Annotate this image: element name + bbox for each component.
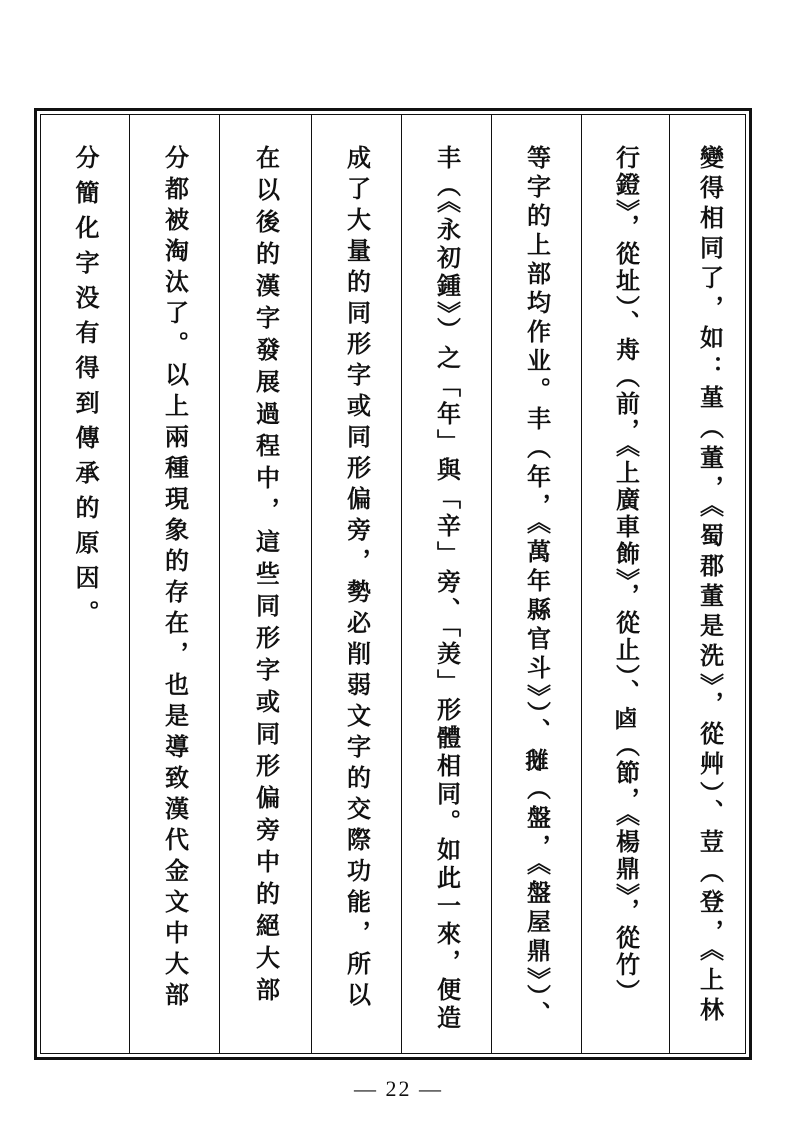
column-text: 丰（《永初鍾》）之「年」與「辛」旁、「羙」形體相同。如此一來，便造 [432,145,462,1033]
text-column-5 [311,115,401,1053]
column-text: 在以後的漢字發展過程中，這些同形字或同形偏旁中的絕大部 [251,145,281,1009]
text-column-2 [581,115,669,1053]
text-frame-inner [40,114,746,1054]
text-column-7 [129,115,219,1053]
text-column-4 [401,115,491,1053]
column-text: 變得相同了，如：堇（董，《蜀郡董是洗》，從艸）、荳（登，《上林 [695,145,725,1027]
text-column-8 [41,115,129,1053]
column-text: 等字的上部均作业。丰（年，《萬年縣官斗》）、𨿍（盤，《盤屋鼎》）、 [522,145,552,1030]
page-number: — 22 — [354,1076,443,1101]
column-text: 成了大量的同形字或同形偏旁，勢必削弱文字的交際功能，所以 [342,145,372,1013]
column-text: 行鐙》，從址）、歬（前，《上廣車飾》，從止）、𠧟（節，《楊鼎》，從竹） [611,145,641,1006]
text-column-6 [219,115,311,1053]
column-text: 分簡化字没有得到傳承的原因。 [71,145,100,635]
text-column-1 [669,115,749,1053]
text-frame [34,108,752,1060]
column-text: 分都被淘汰了。以上兩種現象的存在，也是導致漢代金文中大部 [160,145,190,1013]
text-column-3 [491,115,581,1053]
